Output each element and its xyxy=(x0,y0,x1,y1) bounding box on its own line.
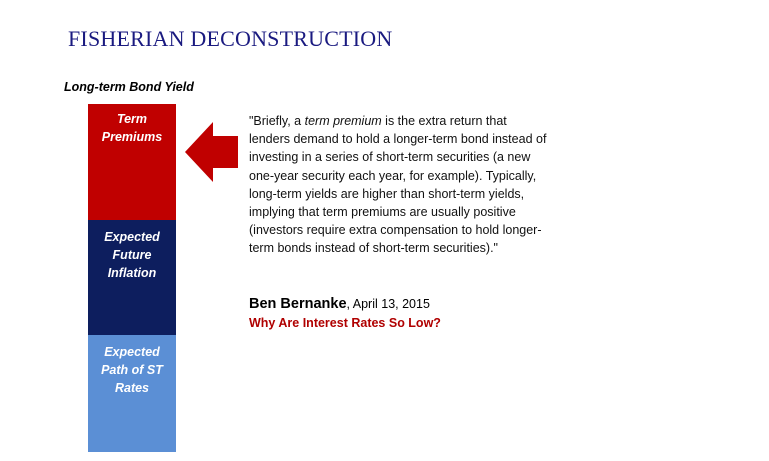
segment-label-line: Future xyxy=(112,248,152,262)
quote-emphasis: term premium xyxy=(304,114,382,128)
segment-label-line: Expected xyxy=(104,345,160,359)
segment-label-line: Path of ST xyxy=(101,363,163,377)
segment-term-premiums xyxy=(88,104,176,220)
left-arrow-icon xyxy=(183,120,239,184)
attribution xyxy=(249,295,430,313)
segment-label-line: Term xyxy=(116,112,148,126)
source-title: Why Are Interest Rates So Low? xyxy=(249,316,441,330)
quote-date: , April 13, 2015 xyxy=(346,297,430,311)
quote-text xyxy=(249,112,549,258)
segment-label-line: Inflation xyxy=(107,266,157,280)
quote-part: is the extra return that lenders demand to hold a longer-term bond instead of investing in a series of short-term securities (a new one-year security each year, for example). Typically, long-term yields are higher than short-term yields, implying that term premiums are usually positive (investors require extra compensation to hold longer-term bonds instead of short-term securities)." xyxy=(249,114,547,256)
segment-expected-st-rates xyxy=(88,335,176,452)
segment-label-line: Rates xyxy=(114,381,150,395)
quote-part: "Briefly, a xyxy=(249,114,305,128)
author-name: Ben Bernanke xyxy=(249,296,347,312)
segment-label-line: Expected xyxy=(104,230,160,244)
segment-expected-inflation xyxy=(88,220,176,335)
stack-label: Long-term Bond Yield xyxy=(64,80,194,94)
segment-label-line: Premiums xyxy=(101,130,163,144)
page-title: FISHERIAN DECONSTRUCTION xyxy=(68,26,393,51)
